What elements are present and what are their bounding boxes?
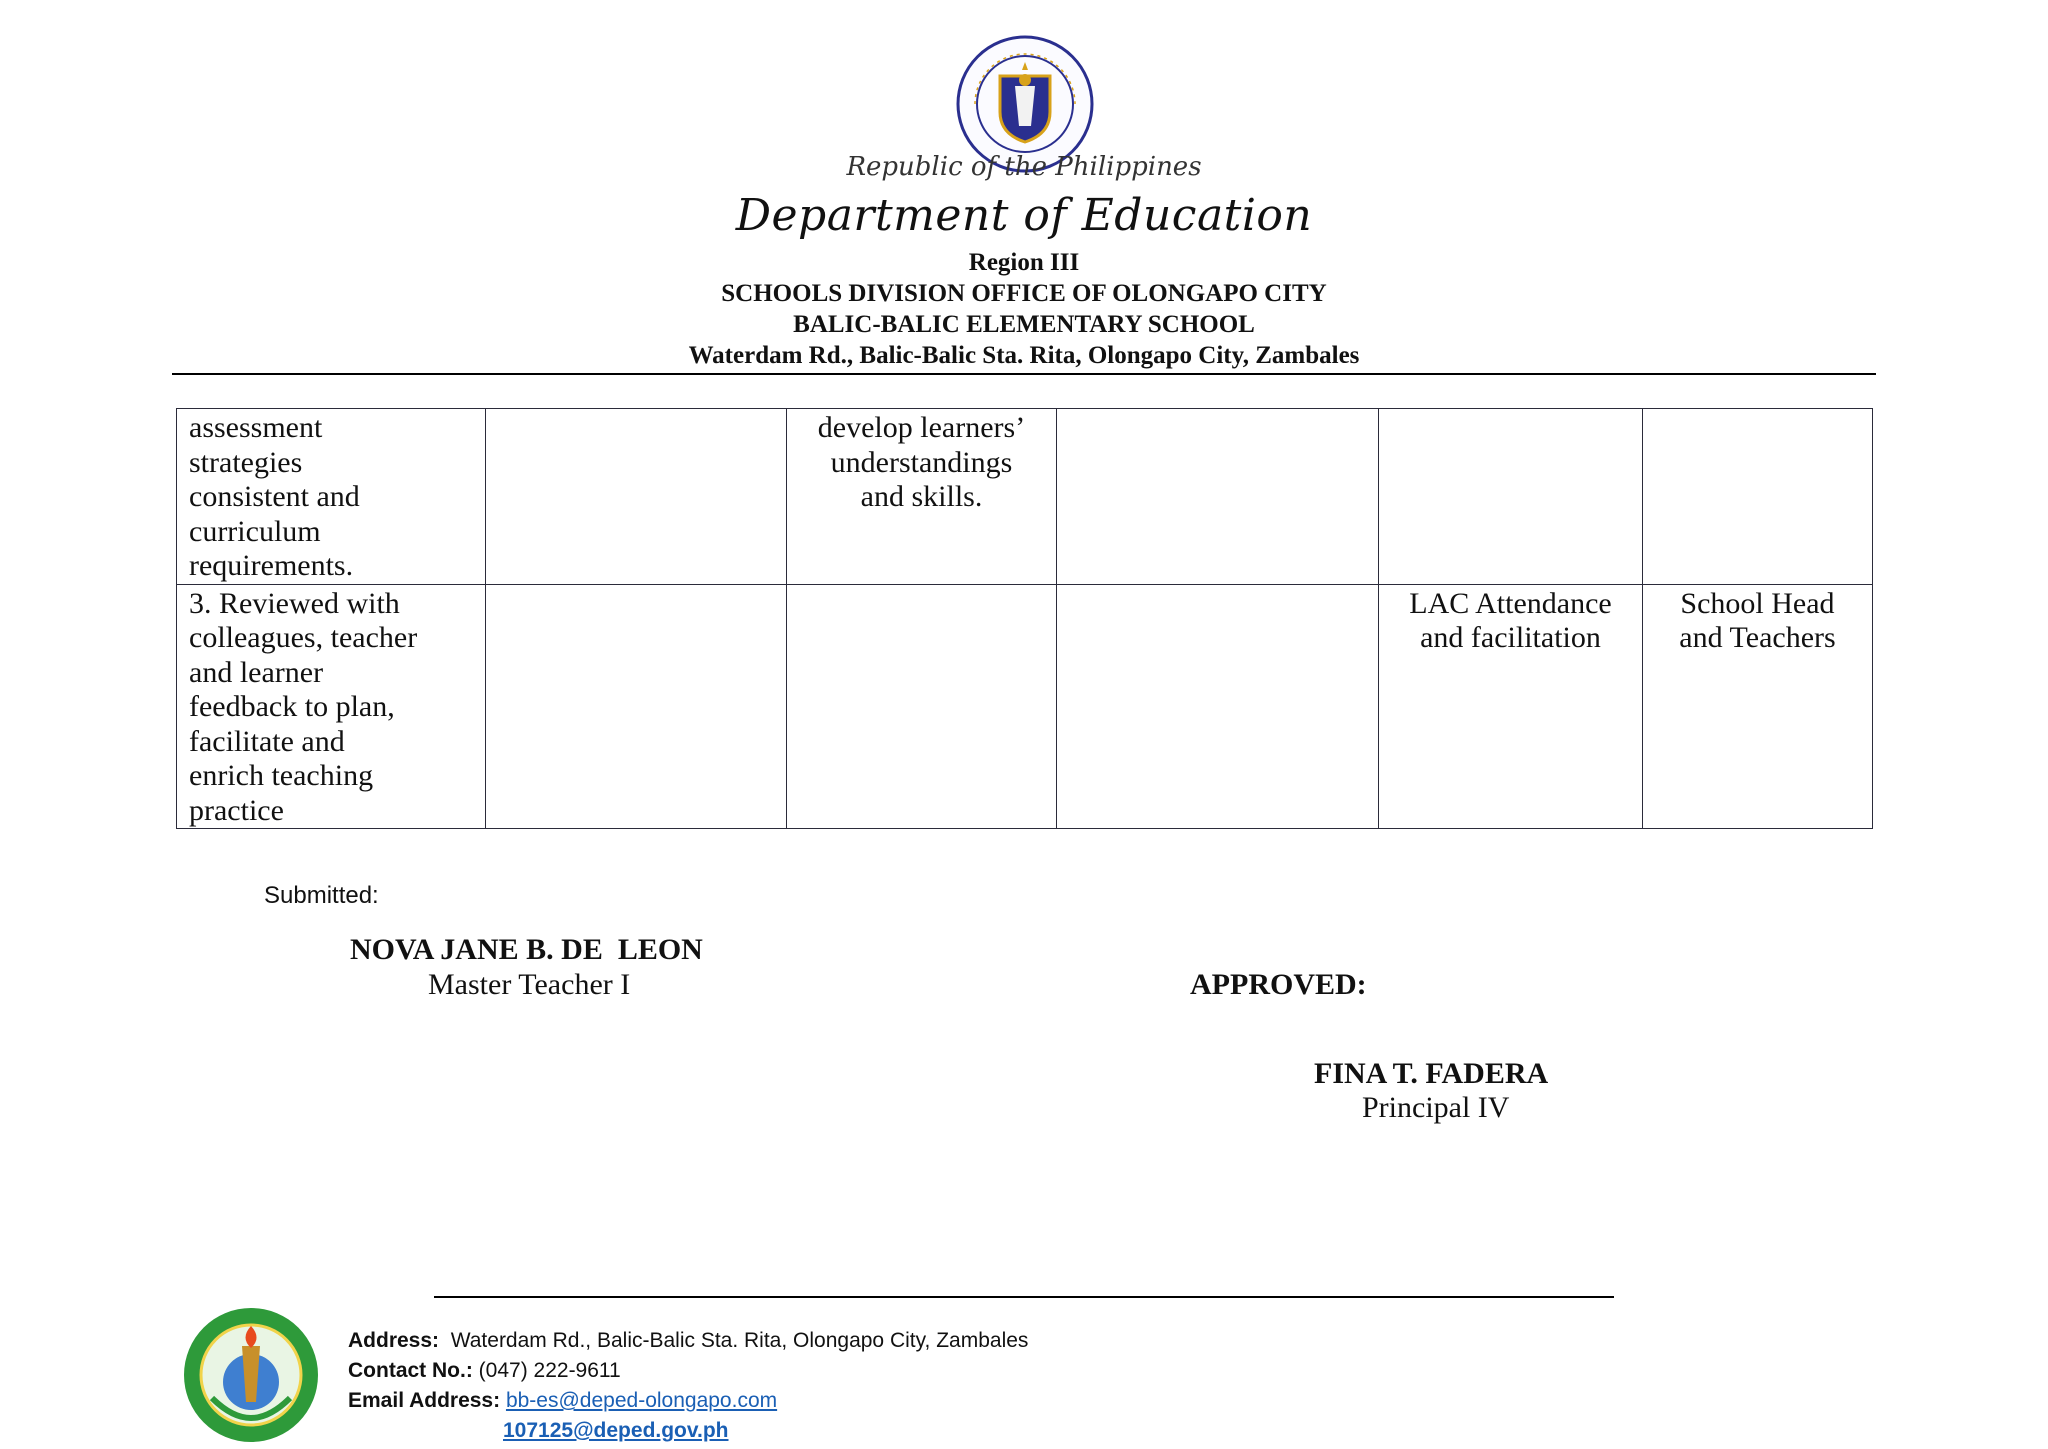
table-cell — [1379, 584, 1643, 829]
cell-text: and skills. — [860, 480, 983, 513]
table-cell — [787, 409, 1057, 585]
footer-email-line — [348, 1389, 777, 1413]
department-heading: Department of Education — [735, 190, 1313, 241]
cell-text: requirements. — [189, 549, 354, 582]
region-heading: Region III — [968, 249, 1080, 276]
footer-divider — [434, 1296, 1614, 1298]
division-heading: SCHOOLS DIVISION OFFICE OF OLONGAPO CITY — [721, 280, 1327, 307]
school-logo — [182, 1306, 320, 1444]
cell-text: enrich teaching — [189, 759, 374, 792]
school-address-heading: Waterdam Rd., Balic-Balic Sta. Rita, Olongapo City, Zambales — [688, 342, 1360, 369]
cell-text: colleagues, teacher — [189, 621, 418, 654]
address-value: Waterdam Rd., Balic-Balic Sta. Rita, Olongapo City, Zambales — [450, 1329, 1029, 1352]
header-divider — [172, 373, 1876, 375]
plan-table — [176, 408, 1873, 829]
cell-text: practice — [189, 793, 284, 827]
table-cell — [1643, 584, 1873, 829]
email-secondary-link[interactable]: 107125@deped.gov.ph — [503, 1419, 729, 1442]
cell-text: curriculum — [189, 514, 321, 548]
table-cell — [787, 584, 1057, 829]
cell-text: understandings — [830, 445, 1013, 479]
contact-value: (047) 222-9611 — [478, 1359, 621, 1382]
cell-text: and learner — [189, 655, 324, 689]
cell-text: consistent and — [189, 480, 360, 513]
table-cell — [486, 409, 787, 585]
cell-text: facilitate and — [189, 724, 345, 758]
footer-address-line — [348, 1329, 1028, 1353]
approver-name: FINA T. FADERA — [1314, 1057, 1549, 1090]
school-heading: BALIC-BALIC ELEMENTARY SCHOOL — [793, 311, 1255, 338]
submitted-label: Submitted: — [264, 882, 379, 909]
email-label: Email Address: — [348, 1389, 501, 1412]
footer-email-line-2 — [503, 1419, 729, 1443]
cell-text: and Teachers — [1679, 621, 1836, 654]
cell-text: School Head — [1680, 586, 1835, 620]
table-cell — [1057, 409, 1379, 585]
republic-heading: Republic of the Philippines — [846, 152, 1202, 182]
table-row — [177, 409, 1873, 585]
cell-text: feedback to plan, — [189, 690, 395, 723]
cell-text: develop learners’ — [817, 411, 1026, 444]
table-row — [177, 584, 1873, 829]
footer-contact-line — [348, 1359, 621, 1383]
contact-label: Contact No.: — [348, 1359, 473, 1382]
cell-text: and facilitation — [1420, 621, 1601, 654]
table-cell — [177, 409, 486, 585]
table-cell — [1057, 584, 1379, 829]
approved-label: APPROVED: — [1190, 968, 1367, 1001]
table-cell — [1379, 409, 1643, 585]
address-label: Address: — [348, 1329, 440, 1352]
cell-text: 3. Reviewed with — [189, 586, 400, 620]
table-cell — [1643, 409, 1873, 585]
email-primary-link[interactable]: bb-es@deped-olongapo.com — [505, 1389, 778, 1412]
submitter-title: Master Teacher I — [428, 968, 631, 1001]
cell-text: strategies — [189, 445, 303, 479]
cell-text: assessment — [189, 411, 323, 444]
submitter-name: NOVA JANE B. DE LEON — [350, 933, 703, 966]
table-cell — [177, 584, 486, 829]
table-cell — [486, 584, 787, 829]
cell-text: LAC Attendance — [1409, 586, 1612, 620]
approver-title: Principal IV — [1362, 1091, 1510, 1124]
